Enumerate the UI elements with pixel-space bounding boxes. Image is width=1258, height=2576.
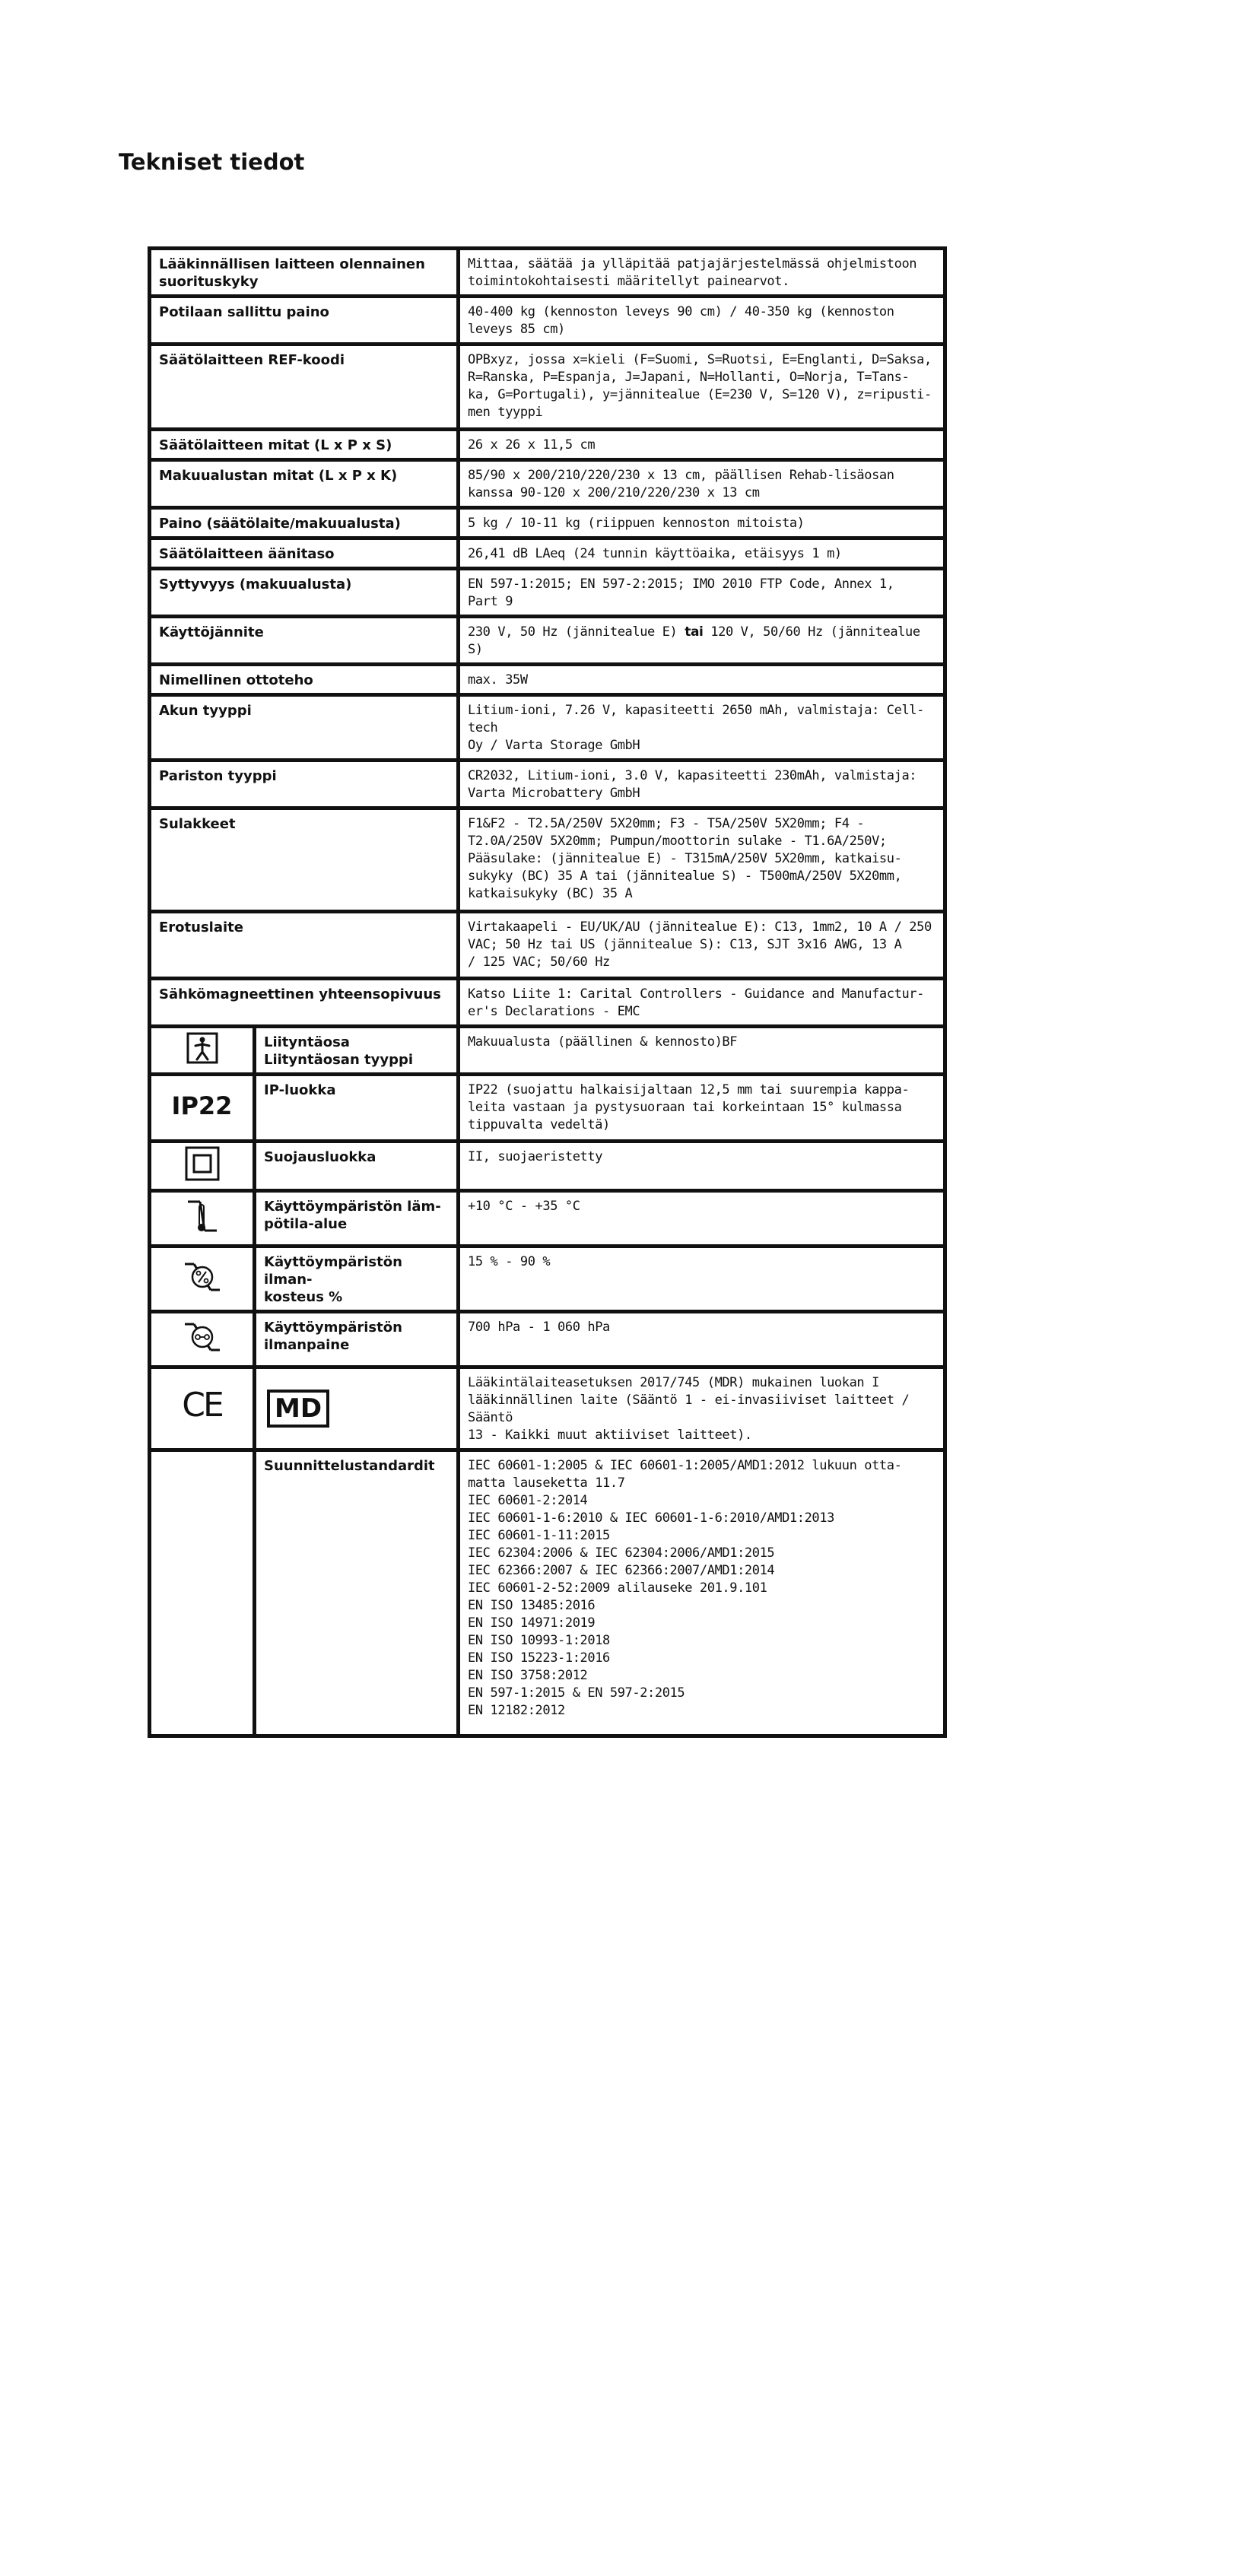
spec-label: Erotuslaite — [150, 912, 459, 979]
spec-label: Sulakkeet — [150, 808, 459, 912]
spec-value: CR2032, Litium-ioni, 3.0 V, kapasiteetti 230mAh, valmistaja: Varta Microbattery GmbH — [459, 761, 945, 808]
table-row — [150, 1312, 945, 1367]
table-row — [150, 808, 945, 912]
table-row — [150, 665, 945, 695]
spec-label: Säätölaitteen mitat (L x P x S) — [150, 430, 459, 460]
spec-value: +10 °C - +35 °C — [459, 1191, 945, 1247]
symbol-cell — [150, 1312, 255, 1367]
table-row — [150, 1450, 945, 1736]
spec-label: Suunnittelustandardit — [255, 1450, 459, 1736]
spec-value: 40-400 kg (kennoston leveys 90 cm) / 40-350 kg (kennoston leveys 85 cm) — [459, 297, 945, 345]
spec-value: Makuualusta (päällinen & kennosto)BF — [459, 1027, 945, 1075]
spec-label: Pariston tyyppi — [150, 761, 459, 808]
table-row — [150, 460, 945, 508]
spec-value: Katso Liite 1: Carital Controllers - Guidance and Manufactur- er's Declarations - EMC — [459, 979, 945, 1027]
spec-label: Lääkinnällisen laitteen olennainen suorituskyky — [150, 249, 459, 297]
spec-label: IP-luokka — [255, 1075, 459, 1142]
spec-label: Potilaan sallittu paino — [150, 297, 459, 345]
table-row — [150, 508, 945, 538]
table-row — [150, 297, 945, 345]
table-row — [150, 1247, 945, 1312]
atmospheric-pressure-limit-icon — [182, 1317, 223, 1358]
table-row — [150, 1367, 945, 1450]
table-row — [150, 430, 945, 460]
table-row — [150, 1075, 945, 1142]
spec-label: Käyttöympäristön läm- pötila-alue — [255, 1191, 459, 1247]
table-row — [150, 249, 945, 297]
table-row — [150, 1142, 945, 1191]
table-row — [150, 569, 945, 617]
table-row — [150, 979, 945, 1027]
spec-label: Käyttöympäristön ilmanpaine — [255, 1312, 459, 1367]
spec-value: Litium-ioni, 7.26 V, kapasiteetti 2650 mAh, valmistaja: Cell-tech Oy / Varta Storage GmbH — [459, 695, 945, 761]
spec-value: 15 % - 90 % — [459, 1247, 945, 1312]
spec-label: Suojausluokka — [255, 1142, 459, 1191]
symbol-cell — [150, 1247, 255, 1312]
empty-symbol-cell — [150, 1450, 255, 1736]
spec-value: Virtakaapeli - EU/UK/AU (jännitealue E): C13, 1mm2, 10 A / 250 VAC; 50 Hz tai US (jännitealue S): C13, SJT 3x16 AWG, 13 A / 125 VAC; 50/60 Hz — [459, 912, 945, 979]
spec-value: Lääkintälaiteasetuksen 2017/745 (MDR) mukainen luokan I lääkinnällinen laite (Sääntö 1 - ei-invasiiviset laitteet / Sääntö 13 - Kaikki muut aktiiviset laitteet). — [459, 1367, 945, 1450]
spec-label: Säätölaitteen REF-koodi — [150, 345, 459, 430]
symbol-cell — [150, 1075, 255, 1142]
spec-value: Mittaa, säätää ja ylläpitää patjajärjestelmässä ohjelmistoon toimintokohtaisesti määritellyt painearvot. — [459, 249, 945, 297]
spec-label: Nimellinen ottoteho — [150, 665, 459, 695]
spec-label: Käyttöjännite — [150, 617, 459, 665]
temperature-limit-icon — [183, 1196, 221, 1237]
table-row — [150, 761, 945, 808]
spec-value: IP22 (suojattu halkaisijaltaan 12,5 mm tai suurempia kappa- leita vastaan ja pystysuoraan tai korkeintaan 15° kulmassa tippuvalta vedeltä) — [459, 1075, 945, 1142]
spec-value: max. 35W — [459, 665, 945, 695]
spec-value: 230 V, 50 Hz (jännitealue E) tai 120 V, 50/60 Hz (jännitealue S) — [459, 617, 945, 665]
ce-mark-icon: CE — [182, 1386, 222, 1425]
spec-value: 26,41 dB LAeq (24 tunnin käyttöaika, etäisyys 1 m) — [459, 538, 945, 569]
spec-label: Syttyvyys (makuualusta) — [150, 569, 459, 617]
table-row — [150, 1027, 945, 1075]
spec-label: Liityntäosa Liityntäosan tyyppi — [255, 1027, 459, 1075]
table-row — [150, 538, 945, 569]
spec-value: 5 kg / 10-11 kg (riippuen kennoston mitoista) — [459, 508, 945, 538]
table-row — [150, 345, 945, 430]
symbol-cell — [150, 1027, 255, 1075]
spec-label: Säätölaitteen äänitaso — [150, 538, 459, 569]
table-row — [150, 617, 945, 665]
symbol-cell — [150, 1191, 255, 1247]
symbol-cell — [150, 1367, 255, 1450]
spec-label: Akun tyyppi — [150, 695, 459, 761]
ip22-icon: IP22 — [171, 1091, 233, 1120]
spec-value: EN 597-1:2015; EN 597-2:2015; IMO 2010 FTP Code, Annex 1, Part 9 — [459, 569, 945, 617]
spec-value: OPBxyz, jossa x=kieli (F=Suomi, S=Ruotsi, E=Englanti, D=Saksa, R=Ranska, P=Espanja, J=Japani, N=Hollanti, O=Norja, T=Tans- ka, G=Portugali), y=jännitealue (E=230 V, S=120 V), z=ripusti- men tyyppi — [459, 345, 945, 430]
technical-specifications-table — [148, 246, 947, 1738]
spec-value: 85/90 x 200/210/220/230 x 13 cm, päällisen Rehab-lisäosan kanssa 90-120 x 200/210/220/230 x 13 cm — [459, 460, 945, 508]
table-row — [150, 695, 945, 761]
table-row — [150, 912, 945, 979]
spec-label: Paino (säätölaite/makuualusta) — [150, 508, 459, 538]
applied-part-type-bf-icon — [186, 1032, 218, 1064]
spec-value: 26 x 26 x 11,5 cm — [459, 430, 945, 460]
table-row — [150, 1191, 945, 1247]
humidity-limit-icon — [182, 1256, 223, 1298]
symbol-cell — [255, 1367, 459, 1450]
spec-value: II, suojaeristetty — [459, 1142, 945, 1191]
class-ii-double-insulation-icon — [185, 1146, 220, 1181]
medical-device-md-icon: MD — [267, 1390, 329, 1428]
spec-label: Käyttöympäristön ilman- kosteus % — [255, 1247, 459, 1312]
spec-value: F1&F2 - T2.5A/250V 5X20mm; F3 - T5A/250V 5X20mm; F4 - T2.0A/250V 5X20mm; Pumpun/moottorin sulake - T1.6A/250V; Pääsulake: (jännitealue E) - T315mA/250V 5X20mm, katkaisu- sukyky (BC) 35 A tai (jännitealue S) - T500mA/250V 5X20mm, katkaisukyky (BC) 35 A — [459, 808, 945, 912]
page-title: Tekniset tiedot — [119, 149, 305, 175]
symbol-cell — [150, 1142, 255, 1191]
spec-label: Makuualustan mitat (L x P x K) — [150, 460, 459, 508]
spec-label: Sähkömagneettinen yhteensopivuus — [150, 979, 459, 1027]
spec-value: 700 hPa - 1 060 hPa — [459, 1312, 945, 1367]
spec-value: IEC 60601-1:2005 & IEC 60601-1:2005/AMD1:2012 lukuun otta- matta lauseketta 11.7 IEC 60601-2:2014 IEC 60601-1-6:2010 & IEC 60601-1-6:2010/AMD1:2013 IEC 60601-1-11:2015 IEC 62304:2006 & IEC 62304:2006/AMD1:2015 IEC 62366:2007 & IEC 62366:2007/AMD1:2014 IEC 60601-2-52:2009 alilauseke 201.9.101 EN ISO 13485:2016 EN ISO 14971:2019 EN ISO 10993-1:2018 EN ISO 15223-1:2016 EN ISO 3758:2012 EN 597-1:2015 & EN 597-2:2015 EN 12182:2012 — [459, 1450, 945, 1736]
